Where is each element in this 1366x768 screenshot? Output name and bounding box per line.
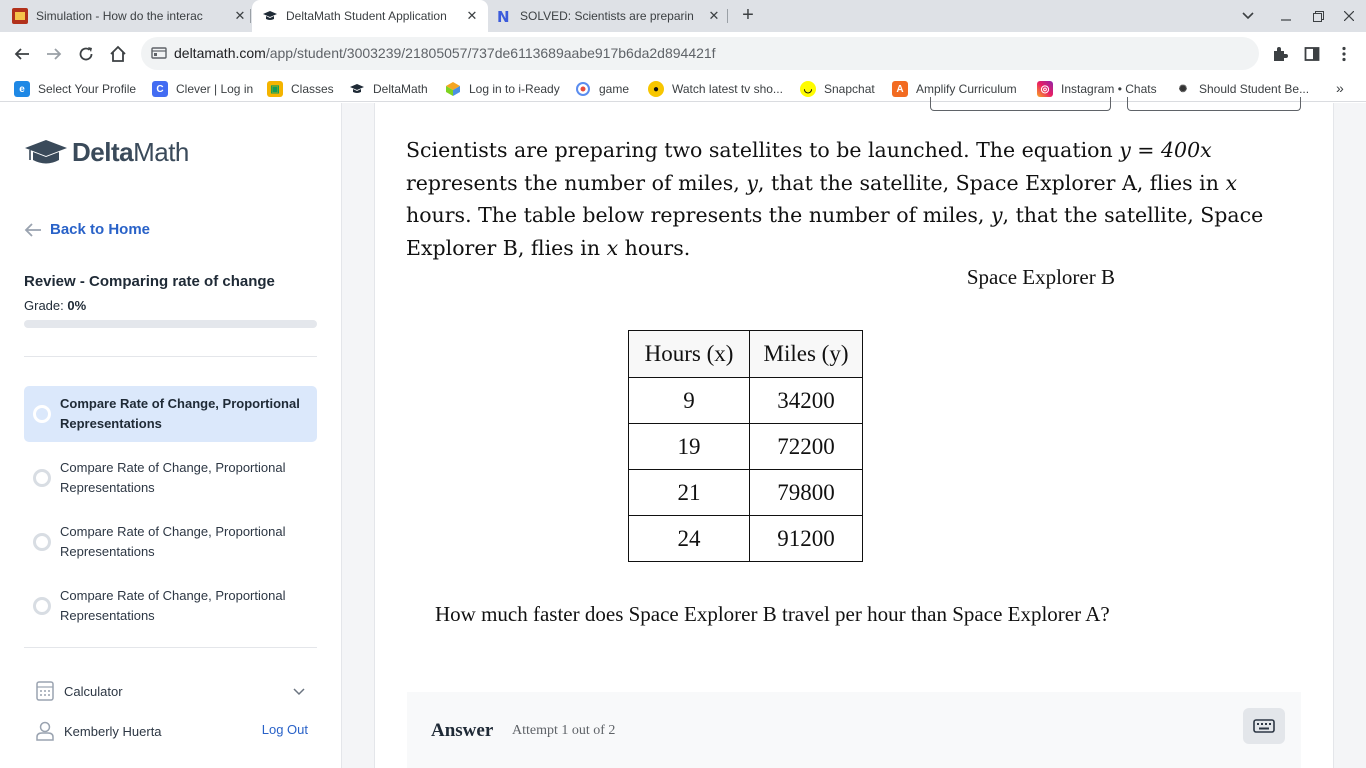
reload-icon[interactable] [74, 42, 98, 66]
bookmark-label: game [599, 82, 630, 96]
grade-label: Grade: [24, 298, 64, 313]
status-circle-icon [33, 597, 51, 615]
back-arrow-icon[interactable] [10, 42, 34, 66]
answer-section [407, 692, 1301, 768]
tab-simulation[interactable] [12, 0, 248, 32]
variable-x: x [606, 235, 619, 260]
chevron-down-icon [293, 684, 305, 699]
bookmark-label: DeltaMath [373, 82, 428, 96]
article-icon: ✺ [1175, 81, 1191, 97]
table-header-row [629, 331, 863, 378]
answer-label: Answer [431, 720, 494, 741]
table-cell: 9 [629, 378, 750, 424]
problem-text: Scientists are preparing two satellites to be launched. The equation [406, 138, 1120, 162]
user-name: Kemberly Huerta [64, 723, 162, 739]
problem-text: hours. [618, 235, 691, 260]
restore-icon[interactable] [1303, 0, 1333, 32]
more-bookmarks-icon[interactable]: » [1336, 80, 1344, 96]
grade-progress-bar [24, 320, 317, 328]
user-icon [34, 721, 56, 741]
bookmark-item[interactable] [575, 81, 629, 97]
bookmark-item[interactable] [892, 81, 1017, 97]
tab-title: SOLVED: Scientists are preparin [520, 9, 694, 23]
problem-label: Compare Rate of Change, Proportional Representations [60, 460, 286, 495]
table-title-text: Space Explorer B [966, 265, 1115, 289]
close-tab-icon[interactable]: ✕ [234, 8, 246, 23]
problem-label: Compare Rate of Change, Proportional Representations [60, 524, 286, 559]
table-cell: 91200 [750, 516, 863, 562]
calculator-label: Calculator [64, 683, 123, 699]
problem-item-2[interactable] [24, 450, 317, 506]
user-row [24, 719, 317, 743]
table-row [629, 470, 863, 516]
new-tab-button[interactable]: + [742, 4, 754, 26]
calculator-icon [34, 681, 56, 701]
bookmark-item[interactable] [152, 81, 253, 97]
grade [24, 298, 86, 313]
table-cell: 72200 [750, 424, 863, 470]
home-icon[interactable] [106, 42, 130, 66]
snapchat-icon: ◡ [800, 81, 816, 97]
bookmark-item[interactable] [349, 81, 428, 97]
problem-text: represents the number of miles, [406, 170, 747, 195]
bookmark-label: Amplify Curriculum [916, 82, 1017, 96]
profile-icon: e [14, 81, 30, 97]
table-title [375, 265, 1115, 290]
bookmark-label: Instagram • Chats [1061, 82, 1157, 96]
problem-item-4[interactable] [24, 578, 317, 634]
sidebar [0, 103, 342, 768]
close-window-icon[interactable] [1334, 0, 1364, 32]
bookmark-label: Should Student Be... [1199, 82, 1310, 96]
tv-icon: ● [648, 81, 664, 97]
instagram-icon: ◎ [1037, 81, 1053, 97]
equation: y = 400x [1119, 138, 1212, 162]
close-tab-icon[interactable]: ✕ [708, 8, 720, 23]
bookmark-label: Select Your Profile [38, 82, 137, 96]
variable-x: x [1225, 170, 1238, 195]
bookmark-item[interactable] [648, 81, 783, 97]
tab-deltamath[interactable] [252, 0, 488, 32]
classroom-icon: ▣ [267, 81, 283, 97]
forward-arrow-icon[interactable] [42, 42, 66, 66]
keyboard-icon [1253, 719, 1275, 733]
calculator-toggle[interactable] [24, 679, 317, 703]
main-content [342, 103, 1366, 768]
problem-label: Compare Rate of Change, Proportional Representations [60, 588, 286, 623]
bookmark-item[interactable] [445, 81, 560, 97]
bookmark-label: Log in to i-Ready [469, 82, 560, 96]
bookmark-label: Classes [291, 82, 334, 96]
table-cell: 34200 [750, 378, 863, 424]
assignment-title: Review - Comparing rate of change [24, 273, 275, 290]
simulation-favicon [12, 8, 28, 24]
bookmark-item[interactable] [14, 81, 136, 97]
table-cell: 79800 [750, 470, 863, 516]
iready-icon [445, 81, 461, 97]
game-icon [575, 81, 591, 97]
table-header: Hours (x) [629, 331, 750, 378]
deltamath-favicon [262, 8, 278, 24]
variable-y: y [990, 203, 1003, 227]
problem-label: Compare Rate of Change, Proportional Representations [60, 396, 300, 431]
bookmark-label: Snapchat [824, 82, 875, 96]
tab-search-icon[interactable] [1233, 0, 1263, 32]
variable-y: y [746, 170, 758, 195]
grade-value: 0% [67, 298, 87, 313]
url-host: deltamath.com [174, 45, 266, 61]
table-cell: 24 [629, 516, 750, 562]
table-row [629, 516, 863, 562]
numerade-favicon [496, 8, 512, 24]
bookmark-item[interactable] [1037, 81, 1157, 97]
divider [24, 356, 317, 357]
problem-item-1[interactable] [24, 386, 317, 442]
question-text: How much faster does Space Explorer B travel per hour than Space Explorer A? [435, 602, 1110, 626]
status-circle-icon [33, 405, 51, 423]
problem-text: hours. The table below represents the number of miles, [406, 203, 991, 227]
deltamath-icon [349, 81, 365, 97]
back-to-home-link[interactable] [24, 221, 150, 238]
side-panel-icon[interactable] [1300, 42, 1324, 66]
arrow-left-icon [24, 223, 42, 237]
browser-menu-icon[interactable] [1332, 42, 1356, 66]
tab-strip [0, 0, 1366, 32]
attempt-counter: Attempt 1 out of 2 [512, 723, 616, 738]
table-cell: 21 [629, 470, 750, 516]
problem-item-3[interactable] [24, 514, 317, 570]
graduation-cap-icon [24, 139, 68, 167]
tab-numerade[interactable] [496, 0, 722, 32]
svg-text:N: N [497, 8, 510, 24]
bookmark-label: Clever | Log in [176, 82, 254, 96]
back-to-home-label: Back to Home [50, 221, 151, 238]
site-info-icon[interactable] [151, 46, 167, 65]
log-out-link[interactable]: Log Out [261, 722, 308, 737]
clever-icon: C [152, 81, 168, 97]
data-table [628, 330, 863, 562]
top-action-button[interactable] [1127, 97, 1301, 111]
table-header: Miles (y) [750, 331, 863, 378]
bookmark-item[interactable] [1175, 81, 1309, 97]
table-row [629, 378, 863, 424]
problem-card [374, 103, 1334, 768]
logo-text-bold: Delta [72, 137, 134, 167]
deltamath-logo[interactable] [24, 137, 189, 168]
status-circle-icon [33, 469, 51, 487]
url-text [174, 45, 716, 61]
table-row [629, 424, 863, 470]
keyboard-button[interactable] [1243, 708, 1285, 744]
bookmark-item[interactable] [800, 81, 875, 97]
status-circle-icon [33, 533, 51, 551]
close-tab-icon[interactable]: ✕ [466, 8, 478, 23]
extensions-icon[interactable] [1268, 42, 1292, 66]
problem-statement [406, 134, 1286, 264]
logo-text [72, 137, 189, 168]
address-bar[interactable] [141, 37, 1259, 70]
table-cell: 19 [629, 424, 750, 470]
logo-text-light: Math [133, 137, 189, 167]
url-path: /app/student/3003239/21805057/737de6113689aabe917b6da2d894421f [265, 45, 716, 61]
top-action-button[interactable] [930, 97, 1111, 111]
minimize-icon[interactable] [1271, 0, 1301, 32]
problem-text: , that the satellite, Space Explorer B, flies in [406, 203, 1264, 260]
tab-title: DeltaMath Student Application [286, 9, 447, 23]
bookmark-item[interactable] [267, 81, 334, 97]
amplify-icon: A [892, 81, 908, 97]
problem-text: , that the satellite, Space Explorer A, flies in [757, 170, 1226, 195]
bookmark-label: Watch latest tv sho... [672, 82, 783, 96]
tab-title: Simulation - How do the interac [36, 9, 203, 23]
divider [24, 647, 317, 648]
